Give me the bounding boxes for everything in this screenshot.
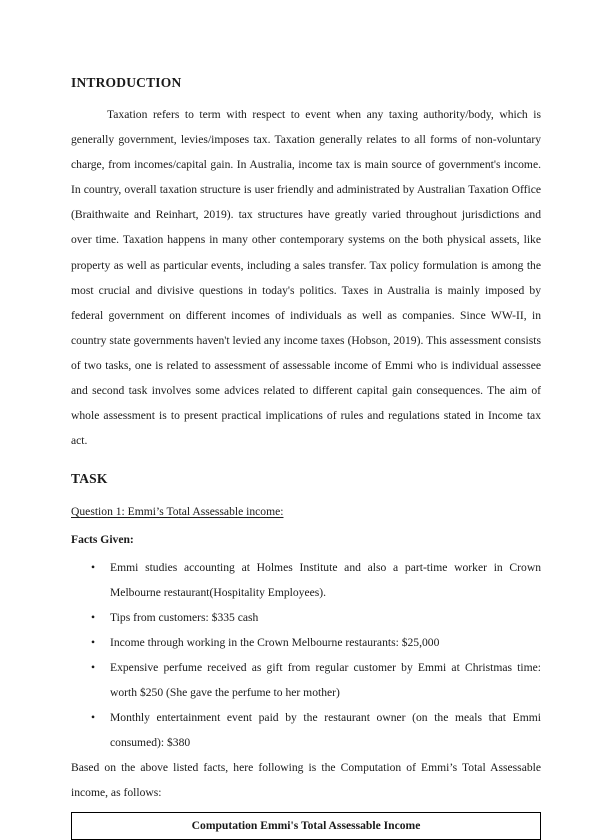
task-heading: TASK [71,471,108,487]
closing-paragraph: Based on the above listed facts, here following is the Computation of Emmi’s Total Assessable income, as follows: [71,761,541,800]
bullet-icon: • [91,610,96,624]
computation-table [71,812,541,840]
bullet-icon: • [91,711,96,725]
introduction-heading: INTRODUCTION [71,75,182,90]
bullet-icon: • [91,635,96,649]
introduction-paragraph: Taxation refers to term with respect to event when any taxing authority/body, which is generally government, levies/imposes tax. Taxation generally relates to all forms of non-voluntary charge, from incomes/capital gain. In Australia, income tax is main source of government's income. In country, overall taxation structure is user friendly and administrated by Australian Taxation Office (Braithwaite and Reinhart, 2019). tax structures have greatly varied throughout jurisdictions and over time. Taxation happens in many other contemporary systems on the both physical assets, like property as well as particular events, including a sales transfer. Tax policy formulation is among the most crucial and divisive questions in today's politics. Taxes in Australia is mainly imposed by federal government on different incomes of individuals as well as companies. Since WW-II, in country state governments haven't levied any income taxes (Hobson, 2019). This assessment consists of two tasks, one is related to assessment of assessable income of Emmi who is individual assessee and second task involves some advices related to different capital gain consequences. The aim of whole assessment is to present practical implications of rules and regulations stated in Income tax act. [71,108,541,448]
list-item [71,705,541,755]
list-item [71,605,541,630]
facts-given-label: Facts Given: [71,533,134,547]
list-item [71,630,541,655]
list-item-text: Emmi studies accounting at Holmes Institute and also a part-time worker in Crown Melbourne restaurant(Hospitality Employees). [110,560,541,599]
list-item [71,655,541,705]
list-item-text: Tips from customers: $335 cash [110,610,259,624]
bullet-icon: • [91,560,96,574]
list-item-text: Monthly entertainment event paid by the restaurant owner (on the meals that Emmi consumed): $380 [110,711,541,750]
facts-list [71,555,541,756]
list-item [71,555,541,605]
list-item-text: Income through working in the Crown Melbourne restaurants: $25,000 [110,635,440,649]
document-content [71,74,541,840]
question-label: Question 1: Emmi’s Total Assessable income: [71,505,284,519]
bullet-icon: • [91,660,96,674]
computation-table-title: Computation Emmi's Total Assessable Income [191,819,421,833]
list-item-text: Expensive perfume received as gift from regular customer by Emmi at Christmas time: worth $250 (She gave the perfume to her mother) [110,660,541,699]
